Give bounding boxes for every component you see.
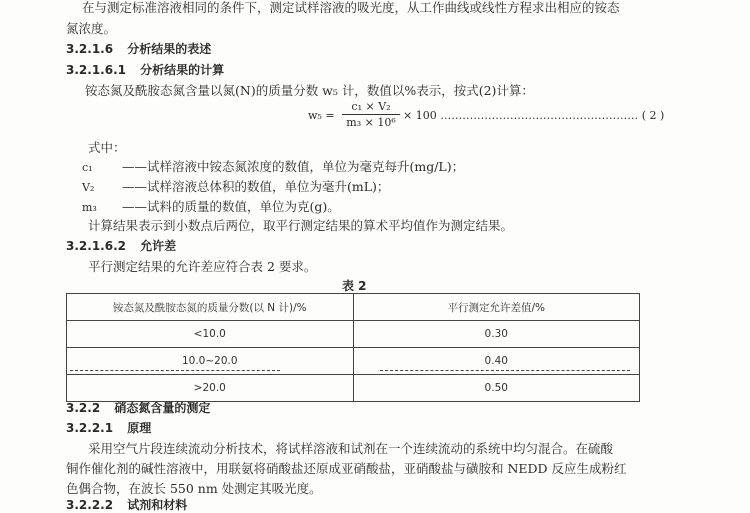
table-row [67, 375, 640, 402]
section-number: 3.2.2.1 [66, 421, 114, 435]
var-description: ——试料的质量的数值，单位为克(g)。 [121, 199, 340, 214]
heading-3-2-1-6-1 [66, 61, 224, 78]
section-number: 3.2.1.6.2 [66, 239, 126, 253]
var-symbol: c₁ [82, 161, 93, 174]
section-title: 原理 [127, 421, 152, 435]
table-cell: <10.0 [67, 321, 354, 348]
var-row [82, 177, 389, 195]
section-number: 3.2.1.6.1 [66, 63, 126, 77]
scan-dash-right [380, 370, 630, 371]
formula-tail: × 100 ……………………………………………… ( 2 ) [403, 109, 665, 122]
table-cell: 0.50 [353, 375, 640, 402]
section-title: 分析结果的表述 [127, 42, 212, 56]
allowance-text: 平行测定结果的允许差应符合表 2 要求。 [88, 259, 317, 274]
heading-3-2-1-6 [66, 40, 211, 57]
principle-line-1: 采用空气片段连续流动分析技术，将试样溶液和试剂在一个连续流动的系统中均匀混合。在硫酸 [88, 441, 614, 456]
table-cell: 0.40 [353, 348, 640, 375]
formula-fraction [342, 100, 400, 129]
table-header-cell: 平行测定允许差值/% [353, 294, 640, 321]
heading-3-2-2-2 [66, 496, 187, 513]
heading-3-2-2 [66, 399, 210, 416]
intro-text: 铵态氮及酰胺态氮含量以氮(N)的质量分数 w₅ 计，数值以%表示，按式(2)计算： [85, 83, 534, 98]
principle-line-2: 铜作催化剂的碱性溶液中，用联氨将硝酸盐还原成亚硝酸盐，亚硝酸盐与磺胺和 NEDD 反应生成粉红 [66, 461, 627, 476]
var-row [82, 197, 340, 215]
formula-lhs: w₅ = [308, 109, 335, 122]
table-row [67, 321, 640, 348]
fraction-bar [342, 114, 400, 115]
top-line-1: 在与测定标准溶液相同的条件下，测定试样溶液的吸光度，从工作曲线或线性方程求出相应的铵态 [82, 0, 620, 15]
where-label: 式中： [88, 140, 126, 155]
section-number: 3.2.2 [66, 401, 101, 415]
var-description: ——试样溶液总体积的数值，单位为毫升(mL)； [121, 179, 390, 194]
top-line-2: 氮浓度。 [66, 21, 117, 36]
var-row [82, 157, 464, 175]
principle-line-3: 色偶合物，在波长 550 nm 处测定其吸光度。 [66, 481, 322, 496]
calc-note: 计算结果表示到小数点后两位，取平行测定结果的算术平均值作为测定结果。 [88, 218, 514, 233]
allowance-table [66, 293, 640, 402]
formula-numerator: c₁ × V₂ [351, 100, 391, 113]
heading-3-2-2-1 [66, 419, 151, 436]
section-title: 允许差 [140, 239, 177, 253]
section-title: 硝态氮含量的测定 [114, 401, 211, 415]
table-cell: 0.30 [353, 321, 640, 348]
table-caption: 表 2 [342, 279, 367, 293]
var-symbol: m₃ [82, 201, 97, 214]
table-header-cell: 铵态氮及酰胺态氮的质量分数(以 N 计)/% [67, 294, 354, 321]
var-description: ——试样溶液中铵态氮浓度的数值，单位为毫克每升(mg/L)； [121, 159, 465, 174]
scan-dash-left [70, 370, 280, 371]
section-title: 试剂和材料 [127, 498, 188, 512]
table-header-row [67, 294, 640, 321]
section-number: 3.2.1.6 [66, 42, 114, 56]
table-cell: >20.0 [67, 375, 354, 402]
formula-denominator: m₃ × 10⁶ [346, 116, 396, 129]
heading-3-2-1-6-2 [66, 237, 176, 254]
section-title: 分析结果的计算 [140, 63, 225, 77]
table-cell: 10.0~20.0 [67, 348, 354, 375]
section-number: 3.2.2.2 [66, 498, 114, 512]
var-symbol: V₂ [82, 181, 95, 194]
